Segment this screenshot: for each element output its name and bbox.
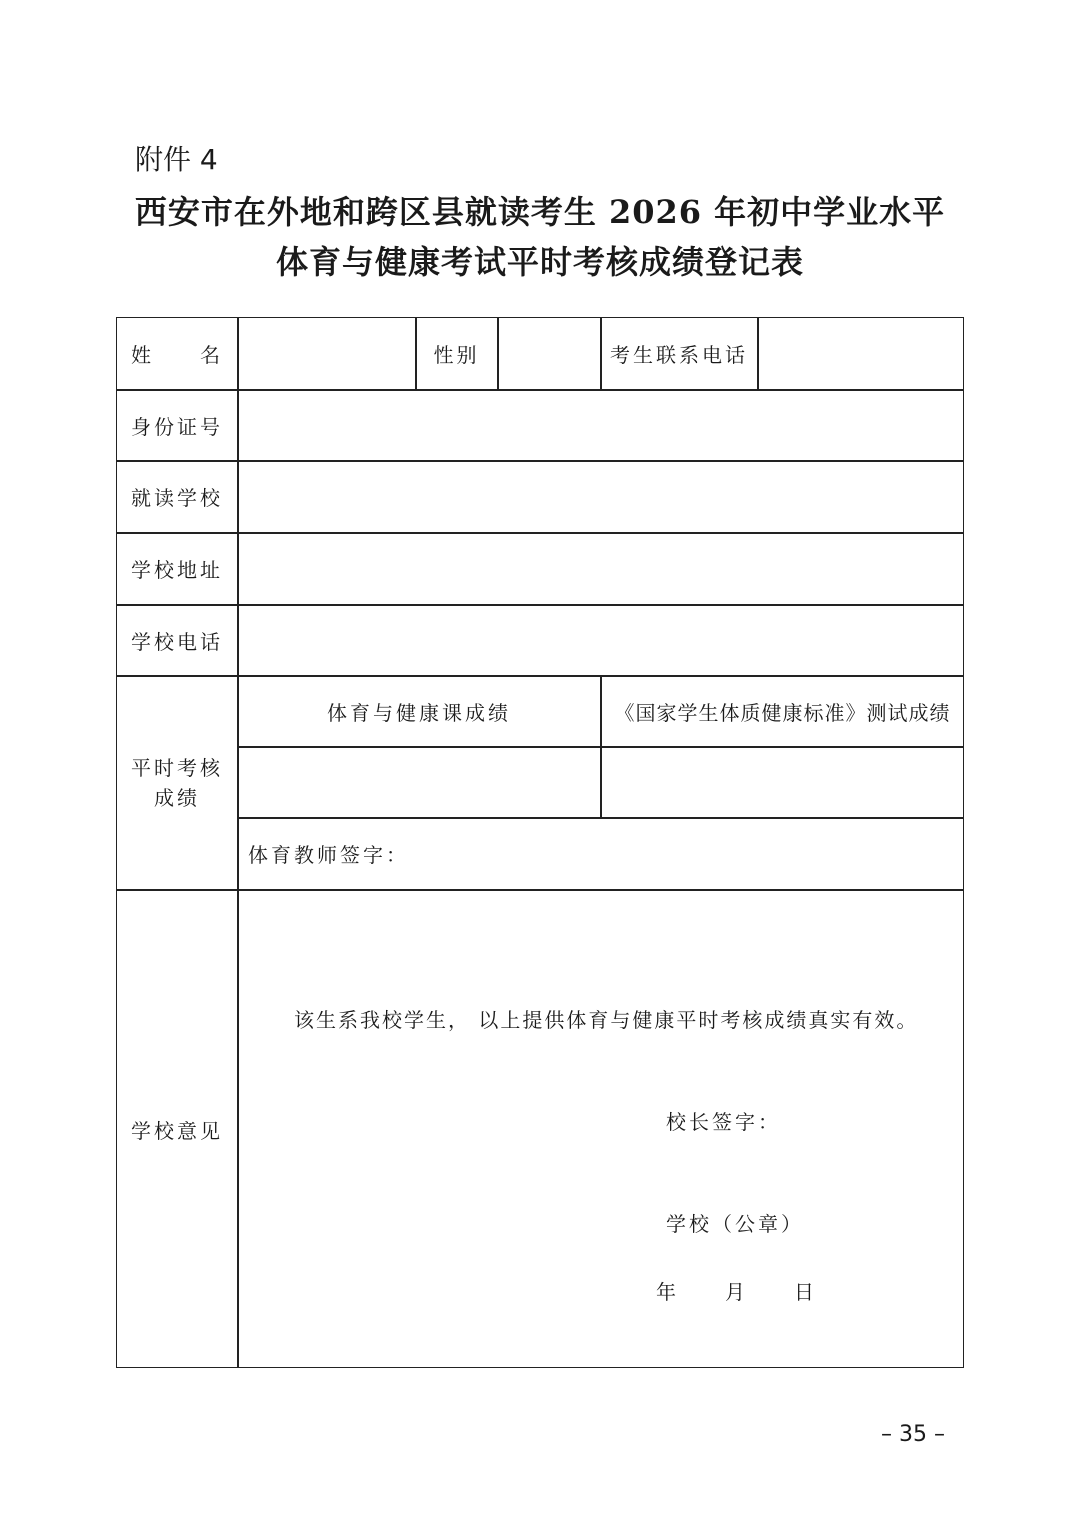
score-label — [117, 676, 237, 889]
score-label-line2: 成绩 — [154, 785, 200, 810]
school-phone-field[interactable] — [238, 605, 964, 675]
gender-field[interactable] — [498, 318, 600, 389]
gender-label: 性别 — [433, 343, 480, 367]
standard-test-header: 《国家学生体质健康标准》测试成绩 — [614, 700, 951, 725]
page-number: – 35 – — [881, 1422, 945, 1447]
name-field[interactable] — [238, 318, 415, 389]
school-label: 就读学校 — [131, 486, 223, 510]
form-title-line1: 西安市在外地和跨区县就读考生 2026 年初中学业水平 — [134, 193, 946, 231]
school-field[interactable] — [238, 461, 964, 532]
opinion-text: 该生系我校学生， 以上提供体育与健康平时考核成绩真实有效。 — [294, 1007, 919, 1032]
school-phone-label: 学校电话 — [131, 629, 223, 654]
pe-score-field[interactable] — [238, 747, 600, 817]
phone-field[interactable] — [758, 318, 964, 389]
score-label-line1: 平时考核 — [131, 755, 223, 780]
registration-form-table — [116, 317, 964, 1368]
school-address-label: 学校地址 — [131, 558, 223, 582]
name-label: 姓 名 — [131, 343, 223, 367]
attachment-label: 附件 4 — [135, 143, 218, 176]
standard-test-field[interactable] — [601, 747, 964, 817]
school-address-field[interactable] — [238, 533, 964, 604]
principal-sign[interactable]: 校长签字： — [666, 1109, 781, 1134]
row-divider — [117, 889, 964, 891]
opinion-label: 学校意见 — [131, 1118, 223, 1143]
id-label: 身份证号 — [131, 414, 223, 439]
pe-score-header: 体育与健康课成绩 — [327, 700, 511, 725]
phone-label: 考生联系电话 — [610, 343, 748, 367]
id-field[interactable] — [238, 390, 964, 460]
date-line: 年 月 日 — [656, 1279, 817, 1304]
teacher-sign[interactable]: 体育教师签字： — [248, 843, 409, 867]
form-title-line2: 体育与健康考试平时考核成绩登记表 — [275, 243, 804, 281]
school-seal: 学校（公章） — [666, 1211, 804, 1236]
